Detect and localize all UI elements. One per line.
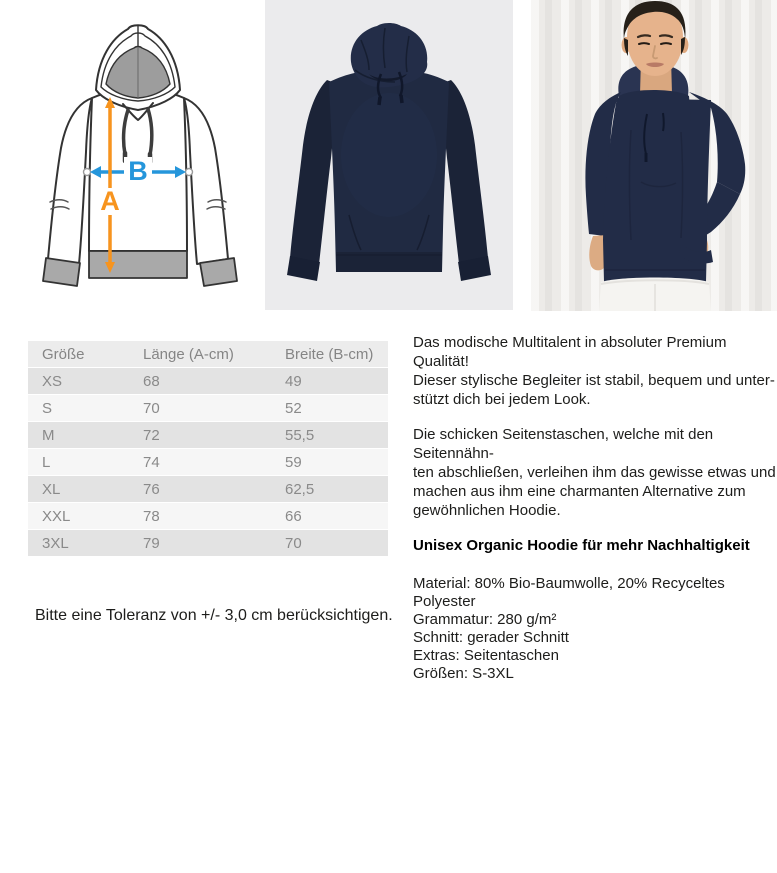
size-cell: XL (42, 480, 61, 498)
description-line: Die schicken Seitenstaschen, welche mit den Seitennähn- (413, 426, 714, 462)
width-cell: 59 (285, 453, 302, 471)
table-row (28, 476, 388, 502)
description-line: gewöhnlichen Hoodie. (413, 502, 561, 519)
size-cell: L (42, 453, 51, 471)
size-table-header (28, 341, 388, 367)
model-wearing-hoodie-image (531, 0, 777, 311)
table-row (28, 503, 388, 529)
length-cell: 68 (143, 372, 160, 390)
detail-grammatur: Grammatur: 280 g/m² (413, 611, 557, 628)
tolerance-note: Bitte eine Toleranz von +/- 3,0 cm berücksichtigen. (35, 607, 393, 624)
detail-groessen: Größen: S-3XL (413, 665, 514, 682)
size-cell: S (42, 399, 53, 417)
table-row (28, 395, 388, 421)
description-line: machen aus ihm eine charmanten Alternative zum (413, 483, 746, 500)
description-line: Dieser stylische Begleiter ist stabil, bequem und unter- (413, 372, 775, 389)
table-row (28, 368, 388, 394)
width-cell: 66 (285, 507, 302, 525)
table-row (28, 422, 388, 448)
length-cell: 79 (143, 534, 160, 552)
length-cell: 74 (143, 453, 160, 471)
length-cell: 70 (143, 399, 160, 417)
width-cell: 70 (285, 534, 302, 552)
size-table (28, 341, 388, 557)
table-row (28, 449, 388, 475)
detail-material: Material: 80% Bio-Baumwolle, 20% Recyceltes Polyester (413, 575, 725, 610)
size-cell: 3XL (42, 534, 69, 552)
hoodie-line-drawing-icon (20, 0, 260, 310)
product-description (413, 333, 777, 683)
size-cell: XS (42, 372, 63, 390)
description-paragraph-1 (413, 333, 777, 409)
width-cell: 62,5 (285, 480, 315, 498)
length-cell: 72 (143, 426, 160, 444)
product-details-list (413, 575, 777, 683)
model-photo (531, 0, 777, 311)
description-line: Das modische Multitalent in absoluter Premium Qualität! (413, 334, 727, 370)
product-photo (265, 0, 513, 310)
navy-hoodie-image (265, 0, 513, 310)
col-header-length: Länge (A-cm) (143, 345, 234, 363)
label-b: B (128, 156, 148, 186)
label-a: A (100, 186, 120, 216)
width-cell: 49 (285, 372, 302, 390)
size-cell: XXL (42, 507, 71, 525)
description-line: ten abschließen, verleihen ihm das gewisse etwas und (413, 464, 776, 481)
description-line: stützt dich bei jedem Look. (413, 391, 591, 408)
width-cell: 55,5 (285, 426, 315, 444)
width-cell: 52 (285, 399, 302, 417)
detail-schnitt: Schnitt: gerader Schnitt (413, 629, 569, 646)
size-diagram-image (20, 0, 260, 310)
product-subheading: Unisex Organic Hoodie für mehr Nachhaltigkeit (413, 537, 750, 554)
length-cell: 76 (143, 480, 160, 498)
size-cell: M (42, 426, 55, 444)
description-paragraph-2 (413, 425, 777, 520)
col-header-size: Größe (42, 345, 85, 363)
table-row (28, 530, 388, 556)
col-header-width: Breite (B-cm) (285, 345, 374, 363)
length-cell: 78 (143, 507, 160, 525)
detail-extras: Extras: Seitentaschen (413, 647, 559, 664)
